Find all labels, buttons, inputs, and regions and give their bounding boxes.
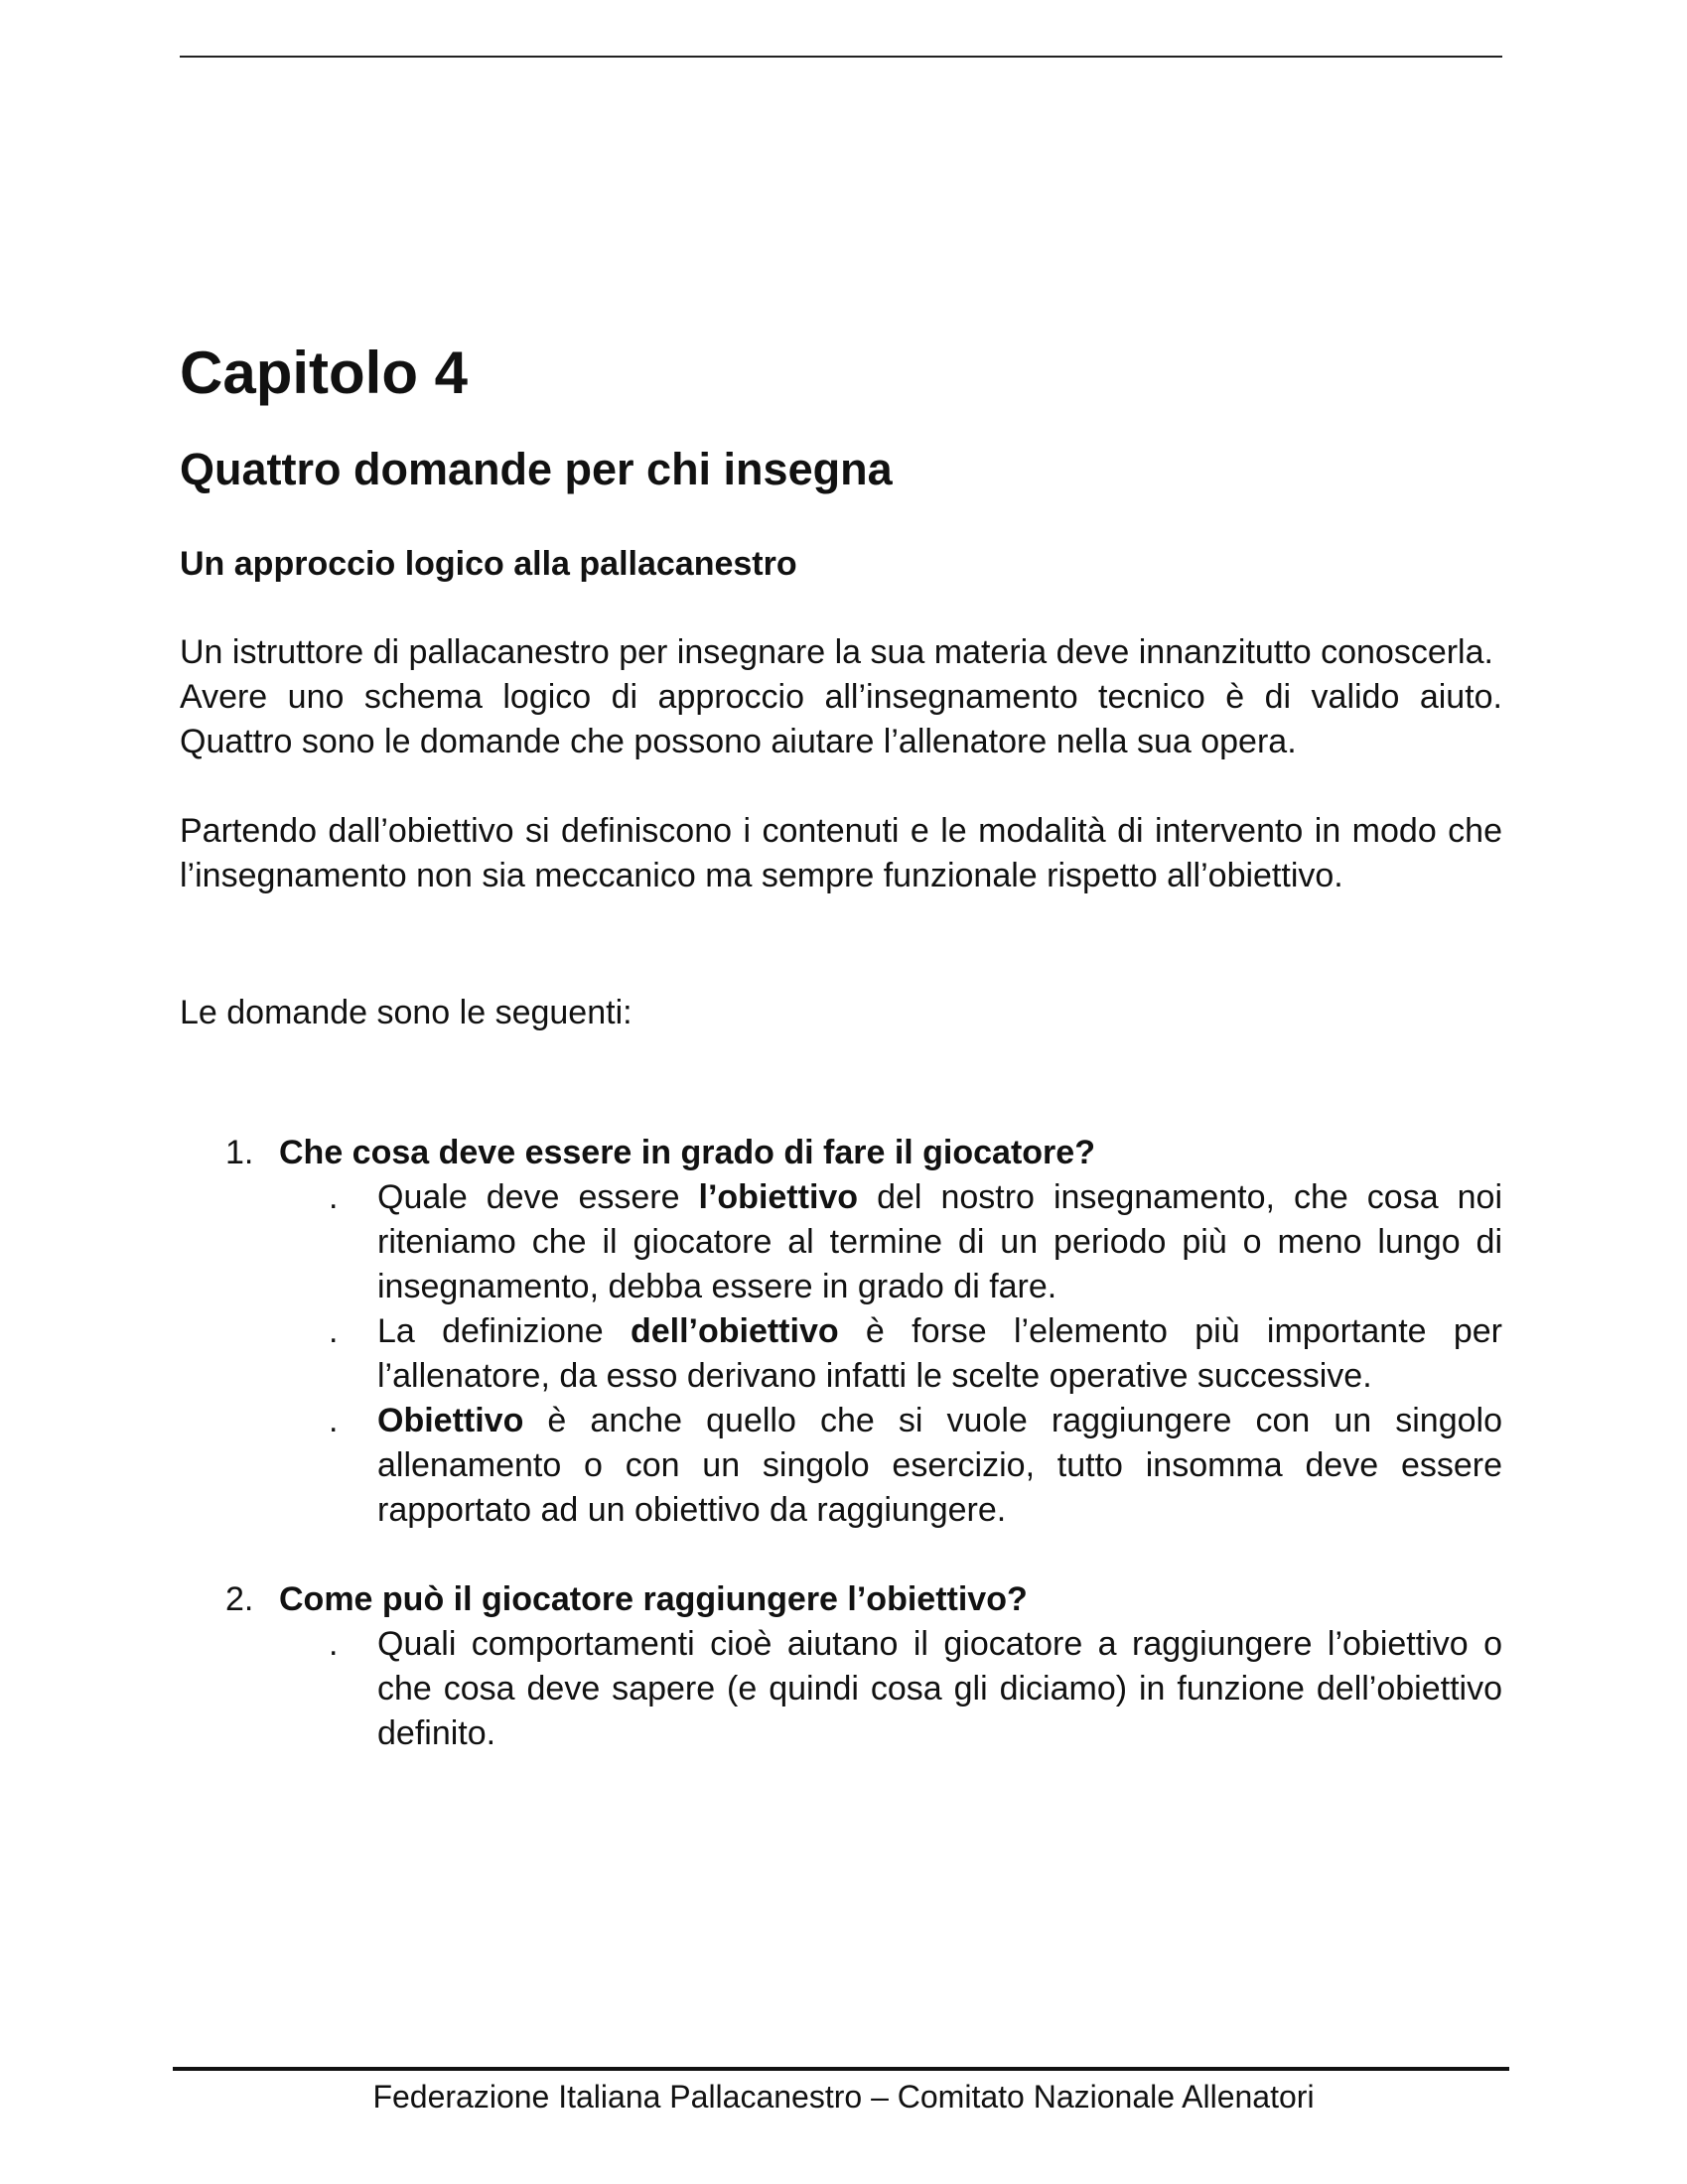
question-text: Che cosa deve essere in grado di fare il giocatore? (279, 1133, 1095, 1171)
bullet-marker: . (329, 1624, 339, 1663)
bullet-marker: . (329, 1177, 339, 1216)
bullet-bold-text: Obiettivo (377, 1401, 524, 1439)
question-number: 1. (225, 1133, 254, 1171)
bullet-item (180, 1309, 1502, 1399)
bullet-bold-text: l’obiettivo (698, 1177, 859, 1216)
bullet-text: del nostro insegnamento, che cosa noi riteniamo che il giocatore al termine di un periodo più o meno lungo di insegnamento, debba essere in grado di fare. (377, 1177, 1502, 1305)
bullet-item (180, 1399, 1502, 1533)
bullet-bold-text: dell’obiettivo (630, 1311, 839, 1350)
bullet-text: Quali comportamenti cioè aiutano il giocatore a raggiungere l’obiettivo o che cosa deve sapere (e quindi cosa gli diciamo) in funzione dell’obiettivo definito. (377, 1624, 1502, 1752)
paragraph-schema: Avere uno schema logico di approccio all’insegnamento tecnico è di valido aiuto. Quattro sono le domande che possono aiutare l’allenatore nella sua opera. (180, 677, 1502, 760)
question-text: Come può il giocatore raggiungere l’obiettivo? (279, 1579, 1028, 1618)
bullet-text: La definizione (377, 1311, 631, 1350)
bullet-item (180, 1622, 1502, 1756)
question-heading (180, 1577, 1502, 1622)
question-bullets (180, 1175, 1502, 1533)
question-heading (180, 1131, 1502, 1175)
question-bullets (180, 1622, 1502, 1756)
bullet-marker: . (329, 1311, 339, 1350)
bullet-text: Quale deve essere (377, 1177, 699, 1216)
bullet-item (180, 1175, 1502, 1309)
bullet-marker: . (329, 1401, 339, 1439)
subsection-title: Un approccio logico alla pallacanestro (180, 545, 797, 583)
chapter-title: Capitolo 4 (180, 340, 469, 406)
footer-rule (173, 2067, 1509, 2071)
question-item-1 (180, 1131, 1502, 1533)
bullet-text: è anche quello che si vuole raggiungere con un singolo allenamento o con un singolo esercizio, tutto insomma deve essere rapportato ad un obiettivo da raggiungere. (377, 1401, 1502, 1529)
paragraph-obiettivo: Partendo dall’obiettivo si definiscono i contenuti e le modalità di intervento in modo che l’insegnamento non sia meccanico ma sempre funzionale rispetto all’obiettivo. (180, 811, 1502, 894)
footer-text: Federazione Italiana Pallacanestro – Comitato Nazionale Allenatori (372, 2079, 1315, 2115)
question-number: 2. (225, 1579, 254, 1618)
paragraph-domande-intro: Le domande sono le seguenti: (180, 993, 633, 1031)
paragraph-intro: Un istruttore di pallacanestro per insegnare la sua materia deve innanzitutto conoscerla. (180, 632, 1493, 671)
questions-list (180, 1131, 1502, 1756)
header-rule (180, 56, 1502, 58)
question-item-2 (180, 1577, 1502, 1756)
page-content (180, 338, 1502, 1756)
bullet-text: è forse l’elemento più importante per l’allenatore, da esso derivano infatti le scelte operative successive. (377, 1311, 1502, 1395)
section-title: Quattro domande per chi insegna (180, 444, 893, 494)
